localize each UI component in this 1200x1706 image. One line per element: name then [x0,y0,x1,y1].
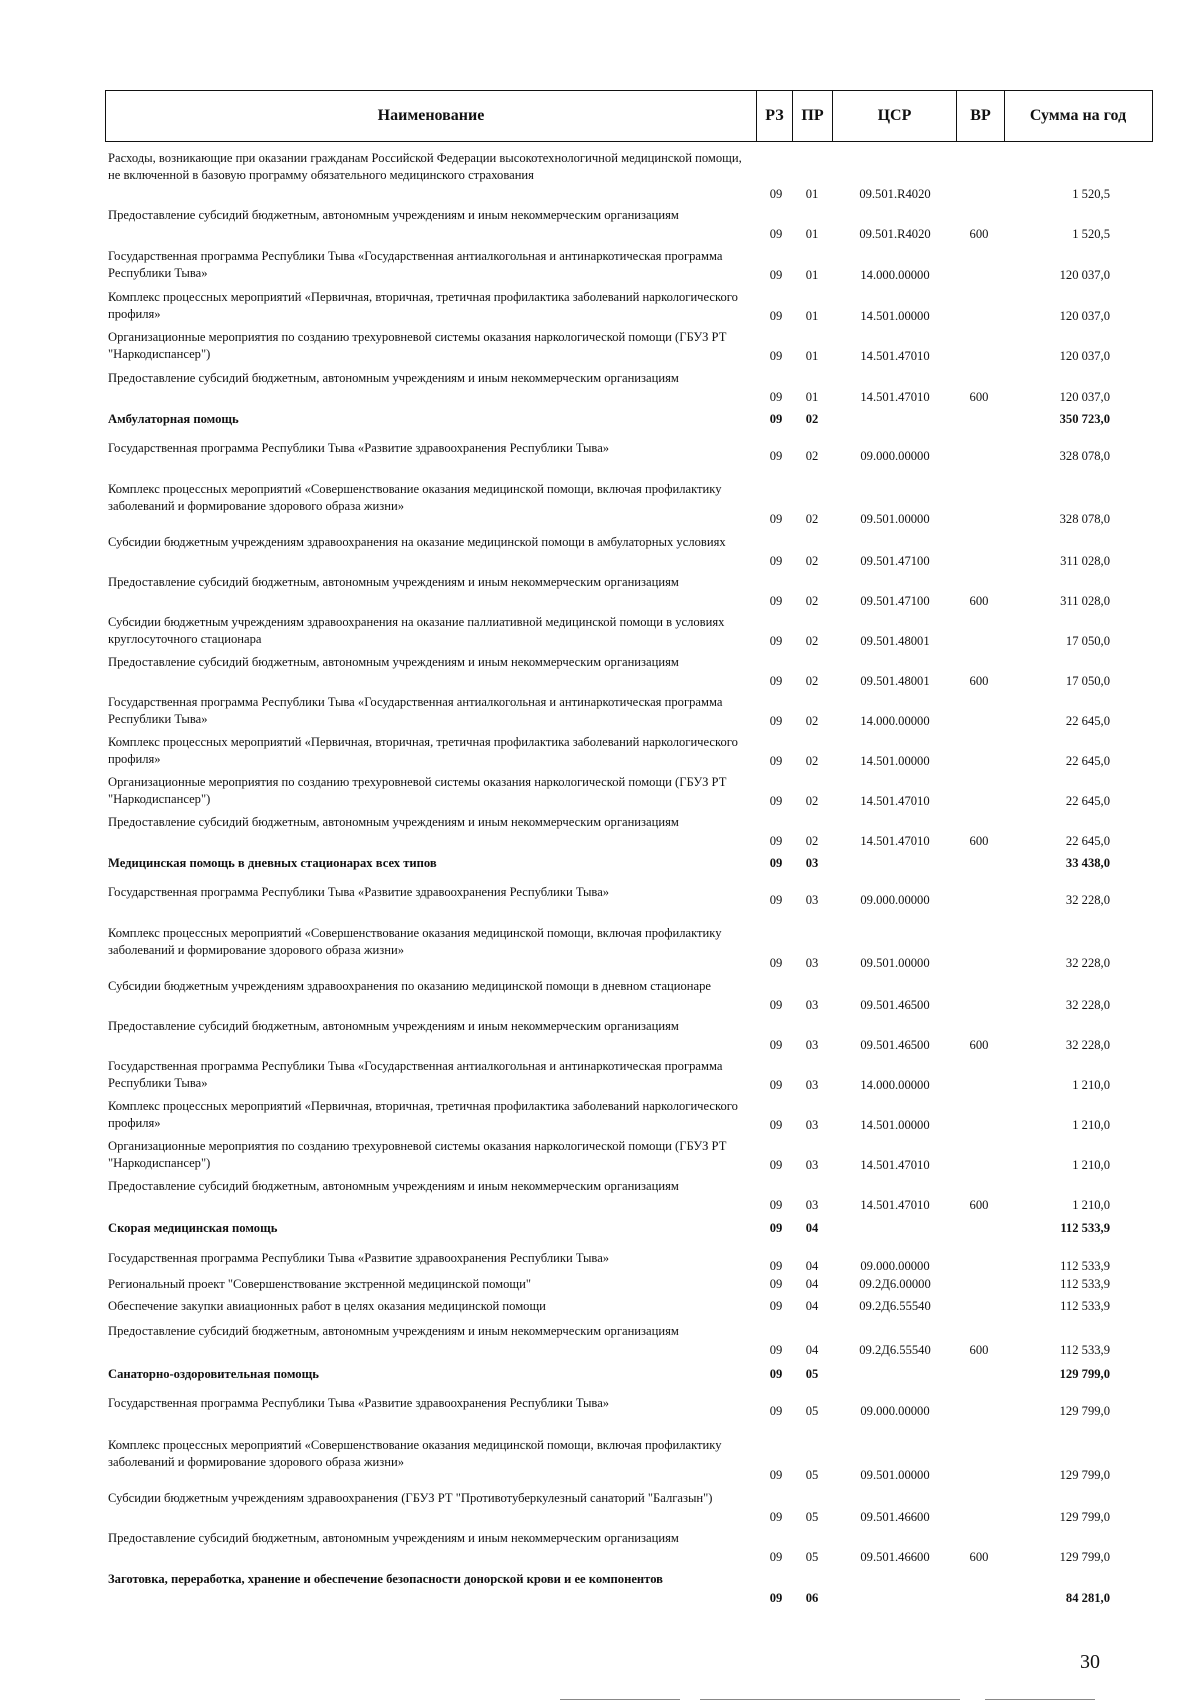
table-header [105,90,1153,142]
row-rz: 09 [769,674,783,688]
row-sum: 112 533,9 [1060,1259,1110,1273]
row-rz: 09 [769,449,783,463]
row-csr: 14.000.00000 [860,714,930,728]
row-name: Комплекс процессных мероприятий «Совершенствование оказания медицинской помощи, включая профилактику заболеваний и формирование здорового образа жизни» [108,482,722,513]
row-rz: 09 [769,754,783,768]
row-pr: 03 [805,1198,819,1212]
scan-artifact [700,1699,960,1700]
row-sum: 129 799,0 [1059,1367,1110,1381]
row-csr: 09.501.00000 [860,1468,930,1482]
row-name: Предоставление субсидий бюджетным, автономным учреждениям и иным некоммерческим организациям [108,1324,679,1338]
row-rz: 09 [769,1158,783,1172]
row-csr: 14.501.47010 [860,390,930,404]
row-csr: 09.501.46500 [860,998,930,1012]
row-sum: 17 050,0 [1065,674,1110,688]
row-rz: 09 [769,998,783,1012]
row-sum: 328 078,0 [1059,449,1110,463]
row-name: Предоставление субсидий бюджетным, автономным учреждениям и иным некоммерческим организациям [108,371,679,385]
row-name: Государственная программа Республики Тыва «Развитие здравоохранения Республики Тыва» [108,441,610,455]
row-rz: 09 [769,1343,783,1357]
row-pr: 05 [805,1510,819,1524]
row-name: Государственная программа Республики Тыва «Развитие здравоохранения Республики Тыва» [108,885,610,899]
row-sum: 328 078,0 [1059,512,1110,526]
row-name: Санаторно-оздоровительная помощь [108,1367,319,1381]
row-rz: 09 [769,1078,783,1092]
row-sum: 32 228,0 [1065,956,1110,970]
row-rz: 09 [769,1550,783,1564]
row-name: Предоставление субсидий бюджетным, автономным учреждениям и иным некоммерческим организациям [108,655,679,669]
row-name: Предоставление субсидий бюджетным, автономным учреждениям и иным некоммерческим организациям [108,815,679,829]
header-sum: Сумма на год [1004,91,1151,141]
row-name: Комплекс процессных мероприятий «Первичная, вторичная, третичная профилактика заболеваний наркологического профиля» [108,1099,738,1130]
row-rz: 09 [769,634,783,648]
row-rz: 09 [769,309,783,323]
row-pr: 01 [805,309,819,323]
row-csr: 09.501.R4020 [859,187,931,201]
row-rz: 09 [769,349,783,363]
header-csr: ЦСР [832,91,956,141]
row-vr: 600 [969,1343,989,1357]
row-sum: 1 520,5 [1072,187,1110,201]
row-csr: 14.501.47010 [860,1198,930,1212]
row-csr: 14.501.00000 [860,309,930,323]
row-pr: 02 [805,834,819,848]
row-sum: 112 533,9 [1060,1299,1110,1313]
row-rz: 09 [769,956,783,970]
row-rz: 09 [769,1404,783,1418]
row-pr: 03 [805,998,819,1012]
page-number: 30 [1080,1651,1100,1673]
row-csr: 14.000.00000 [860,268,930,282]
row-csr: 09.501.48001 [860,674,930,688]
row-rz: 09 [769,187,783,201]
row-name: Комплекс процессных мероприятий «Совершенствование оказания медицинской помощи, включая профилактику заболеваний и формирование здорового образа жизни» [108,1438,722,1469]
row-name: Государственная программа Республики Тыва «Государственная антиалкогольная и антинаркотическая программа Республики Тыва» [108,695,723,726]
row-rz: 09 [769,1468,783,1482]
row-name: Амбулаторная помощь [108,412,239,426]
row-name: Заготовка, переработка, хранение и обеспечение безопасности донорской крови и ее компонентов [108,1572,663,1586]
row-csr: 14.501.00000 [860,1118,930,1132]
row-name: Комплекс процессных мероприятий «Совершенствование оказания медицинской помощи, включая профилактику заболеваний и формирование здорового образа жизни» [108,926,722,957]
row-sum: 120 037,0 [1059,268,1110,282]
row-csr: 09.000.00000 [860,893,930,907]
row-pr: 01 [805,390,819,404]
row-pr: 04 [805,1299,819,1313]
row-csr: 09.2Д6.00000 [859,1277,931,1291]
row-pr: 01 [805,268,819,282]
row-sum: 120 037,0 [1059,390,1110,404]
row-vr: 600 [969,674,989,688]
row-pr: 03 [805,893,819,907]
row-sum: 32 228,0 [1065,1038,1110,1052]
row-pr: 03 [805,956,819,970]
row-pr: 01 [805,349,819,363]
row-pr: 02 [805,714,819,728]
row-name: Обеспечение закупки авиационных работ в целях оказания медицинской помощи [108,1299,546,1313]
row-name: Субсидии бюджетным учреждениям здравоохранения (ГБУЗ РТ "Противотуберкулезный санаторий "Балгазын") [108,1491,713,1505]
row-pr: 05 [805,1367,819,1381]
row-sum: 22 645,0 [1065,714,1110,728]
row-name: Предоставление субсидий бюджетным, автономным учреждениям и иным некоммерческим организациям [108,1531,679,1545]
row-sum: 22 645,0 [1065,754,1110,768]
row-csr: 09.501.46600 [860,1550,930,1564]
row-csr: 09.501.00000 [860,956,930,970]
row-sum: 32 228,0 [1065,893,1110,907]
row-rz: 09 [769,1277,783,1291]
row-pr: 04 [805,1277,819,1291]
row-sum: 112 533,9 [1060,1221,1110,1235]
row-sum: 129 799,0 [1059,1550,1110,1564]
row-pr: 03 [805,1038,819,1052]
row-name: Комплекс процессных мероприятий «Первичная, вторичная, третичная профилактика заболеваний наркологического профиля» [108,735,738,766]
row-vr: 600 [969,834,989,848]
row-csr: 14.501.47010 [860,1158,930,1172]
row-rz: 09 [769,1367,783,1381]
row-vr: 600 [969,1038,989,1052]
row-vr: 600 [969,1550,989,1564]
row-rz: 09 [769,1198,783,1212]
row-name: Предоставление субсидий бюджетным, автономным учреждениям и иным некоммерческим организациям [108,1179,679,1193]
row-name: Субсидии бюджетным учреждениям здравоохранения по оказанию медицинской помощи в дневном стационаре [108,979,712,993]
row-pr: 04 [805,1259,819,1273]
row-csr: 09.501.48001 [860,634,930,648]
row-pr: 04 [805,1221,819,1235]
row-csr: 14.501.47010 [860,834,930,848]
row-csr: 09.501.R4020 [859,227,931,241]
row-sum: 1 520,5 [1072,227,1110,241]
header-rz: РЗ [756,91,792,141]
row-name: Комплекс процессных мероприятий «Первичная, вторичная, третичная профилактика заболеваний наркологического профиля» [108,290,738,321]
row-vr: 600 [969,227,989,241]
row-sum: 32 228,0 [1065,998,1110,1012]
row-sum: 112 533,9 [1060,1343,1110,1357]
row-rz: 09 [769,794,783,808]
row-name: Государственная программа Республики Тыва «Государственная антиалкогольная и антинаркотическая программа Республики Тыва» [108,249,723,280]
row-sum: 350 723,0 [1059,412,1110,426]
row-name: Государственная программа Республики Тыва «Развитие здравоохранения Республики Тыва» [108,1251,610,1265]
row-rz: 09 [769,1038,783,1052]
row-name: Организационные мероприятия по созданию трехуровневой системы оказания наркологической помощи (ГБУЗ РТ "Наркодиспансер") [108,775,727,806]
row-csr: 09.501.46600 [860,1510,930,1524]
row-sum: 22 645,0 [1065,794,1110,808]
row-pr: 02 [805,412,819,426]
header-name: Наименование [377,107,485,124]
row-sum: 311 028,0 [1060,594,1110,608]
row-rz: 09 [769,1299,783,1313]
row-csr: 09.000.00000 [860,1404,930,1418]
row-rz: 09 [769,1259,783,1273]
row-vr: 600 [969,594,989,608]
row-name: Организационные мероприятия по созданию трехуровневой системы оказания наркологической помощи (ГБУЗ РТ "Наркодиспансер") [108,1139,727,1170]
row-sum: 311 028,0 [1060,554,1110,568]
row-sum: 129 799,0 [1059,1468,1110,1482]
row-sum: 129 799,0 [1059,1510,1110,1524]
row-pr: 04 [805,1343,819,1357]
row-sum: 1 210,0 [1072,1118,1110,1132]
row-name: Организационные мероприятия по созданию трехуровневой системы оказания наркологической помощи (ГБУЗ РТ "Наркодиспансер") [108,330,727,361]
row-rz: 09 [769,1591,783,1605]
scan-artifact [560,1699,680,1700]
row-csr: 09.000.00000 [860,449,930,463]
row-csr: 09.501.47100 [860,554,930,568]
row-rz: 09 [769,1221,783,1235]
row-sum: 1 210,0 [1072,1158,1110,1172]
row-sum: 1 210,0 [1072,1078,1110,1092]
row-vr: 600 [969,1198,989,1212]
header-pr: ПР [792,91,832,141]
row-name: Субсидии бюджетным учреждениям здравоохранения на оказание медицинской помощи в амбулаторных условиях [108,535,726,549]
row-pr: 03 [805,1118,819,1132]
row-pr: 05 [805,1468,819,1482]
row-rz: 09 [769,268,783,282]
row-pr: 02 [805,754,819,768]
row-csr: 09.2Д6.55540 [859,1299,931,1313]
row-name: Государственная программа Республики Тыва «Развитие здравоохранения Республики Тыва» [108,1396,610,1410]
row-sum: 1 210,0 [1072,1198,1110,1212]
row-pr: 06 [805,1591,819,1605]
row-pr: 03 [805,1078,819,1092]
row-rz: 09 [769,714,783,728]
row-name: Предоставление субсидий бюджетным, автономным учреждениям и иным некоммерческим организациям [108,208,679,222]
row-csr: 09.501.00000 [860,512,930,526]
row-sum: 129 799,0 [1059,1404,1110,1418]
row-sum: 22 645,0 [1065,834,1110,848]
row-name: Медицинская помощь в дневных стационарах всех типов [108,856,437,870]
row-name: Государственная программа Республики Тыва «Государственная антиалкогольная и антинаркотическая программа Республики Тыва» [108,1059,723,1090]
row-rz: 09 [769,227,783,241]
row-csr: 14.501.47010 [860,794,930,808]
row-rz: 09 [769,512,783,526]
row-pr: 01 [805,187,819,201]
row-pr: 02 [805,449,819,463]
row-rz: 09 [769,1118,783,1132]
row-rz: 09 [769,594,783,608]
row-csr: 09.2Д6.55540 [859,1343,931,1357]
row-pr: 05 [805,1404,819,1418]
row-rz: 09 [769,412,783,426]
row-pr: 03 [805,856,819,870]
row-rz: 09 [769,554,783,568]
scan-artifact [985,1699,1095,1700]
row-pr: 02 [805,554,819,568]
row-name: Предоставление субсидий бюджетным, автономным учреждениям и иным некоммерческим организациям [108,575,679,589]
row-csr: 14.501.00000 [860,754,930,768]
row-pr: 02 [805,674,819,688]
row-csr: 09.000.00000 [860,1259,930,1273]
row-pr: 02 [805,794,819,808]
row-rz: 09 [769,856,783,870]
row-pr: 05 [805,1550,819,1564]
row-name: Субсидии бюджетным учреждениям здравоохранения на оказание паллиативной медицинской помощи в условиях круглосуточного стационара [108,615,725,646]
row-pr: 02 [805,512,819,526]
row-pr: 02 [805,634,819,648]
row-csr: 09.501.47100 [860,594,930,608]
row-name: Региональный проект "Совершенствование экстренной медицинской помощи" [108,1277,531,1291]
row-sum: 120 037,0 [1059,349,1110,363]
row-sum: 84 281,0 [1065,1591,1110,1605]
row-name: Предоставление субсидий бюджетным, автономным учреждениям и иным некоммерческим организациям [108,1019,679,1033]
row-csr: 14.000.00000 [860,1078,930,1092]
row-name: Расходы, возникающие при оказании гражданам Российской Федерации высокотехнологичной медицинской помощи, не включенной в базовую программу обязательного медицинского страхования [108,151,742,182]
row-rz: 09 [769,893,783,907]
row-sum: 112 533,9 [1060,1277,1110,1291]
row-pr: 01 [805,227,819,241]
row-rz: 09 [769,834,783,848]
row-csr: 09.501.46500 [860,1038,930,1052]
row-name: Скорая медицинская помощь [108,1221,278,1235]
row-rz: 09 [769,1510,783,1524]
row-pr: 02 [805,594,819,608]
row-pr: 03 [805,1158,819,1172]
row-sum: 33 438,0 [1065,856,1110,870]
row-csr: 14.501.47010 [860,349,930,363]
row-vr: 600 [969,390,989,404]
row-rz: 09 [769,390,783,404]
header-vr: ВР [956,91,1004,141]
row-sum: 120 037,0 [1059,309,1110,323]
row-sum: 17 050,0 [1065,634,1110,648]
